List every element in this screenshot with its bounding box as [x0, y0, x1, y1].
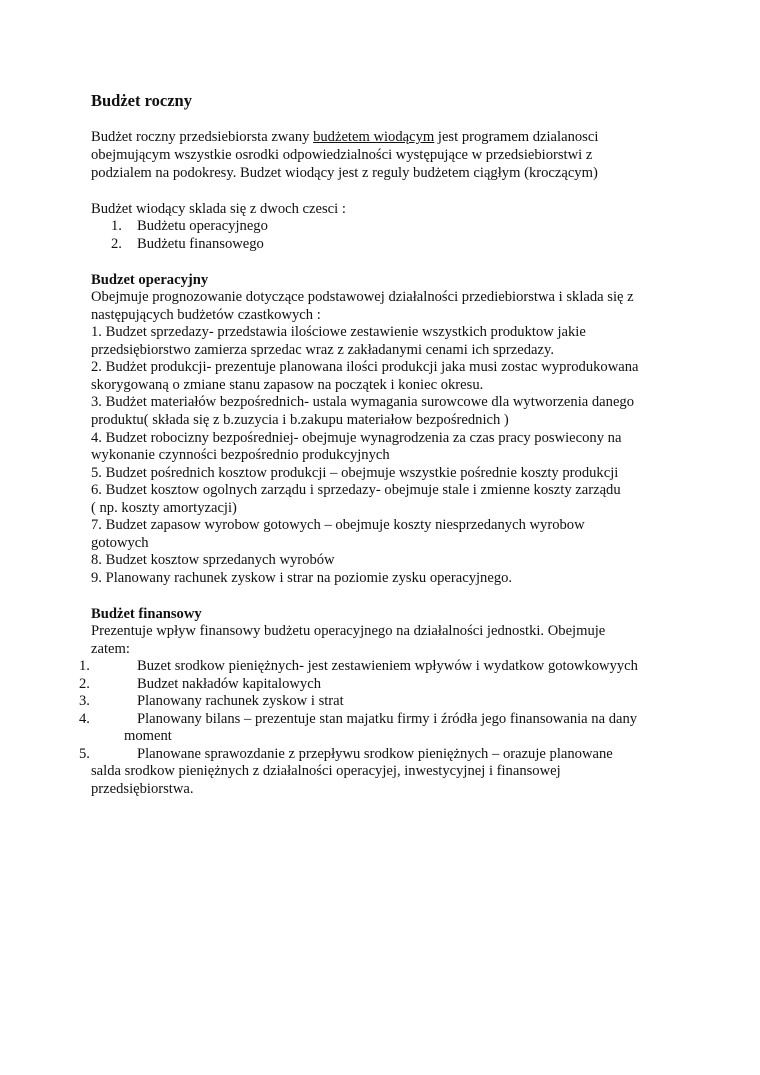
operational-line: następujących budżetów czastkowych :: [91, 307, 321, 323]
composition-item-2: Budżetu finansowego: [137, 236, 264, 252]
financial-num-1: 1.: [79, 658, 90, 674]
operational-line: 6. Budzet kosztow ogolnych zarządu i sprzedazy- obejmuje stale i zmienne koszty zarządu: [91, 482, 621, 498]
intro-line-3: podzialem na podokresy. Budzet wiodący jest z reguly budżetem ciągłym (kroczącym): [91, 165, 598, 181]
intro-line-1-start: Budżet roczny przedsiebiorsta zwany: [91, 129, 314, 145]
operational-line: Obejmuje prognozowanie dotyczące podstawowej działalności przediebiorstwa i sklada się z: [91, 289, 634, 305]
financial-num-2: 2.: [79, 676, 90, 692]
intro-line-1: [91, 129, 598, 147]
financial-item-1: Buzet srodkow pieniężnych- jest zestawieniem wpływów i wydatkow gotowkowyych: [137, 658, 638, 674]
operational-line: skorygowaną o zmiane stanu zapasow na początek i koniec okresu.: [91, 377, 484, 393]
financial-item-2: Budzet nakładów kapitalowych: [137, 676, 321, 692]
document-title: Budżet roczny: [91, 91, 192, 110]
operational-line: 1. Budzet sprzedazy- przedstawia ilościowe zestawienie wszystkich produktow jakie: [91, 324, 586, 340]
operational-line: 2. Budżet produkcji- prezentuje planowana ilości produkcji jaka musi zostac wyprodukowana: [91, 359, 639, 375]
financial-item-5: Planowane sprawozdanie z przepływu srodkow pieniężnych – orazuje planowane: [137, 746, 613, 762]
financial-num-4: 4.: [79, 711, 90, 727]
operational-line: 3. Budżet materiałów bezpośrednich- ustala wymagania surowcowe dla wytworzenia danego: [91, 394, 635, 410]
operational-line: gotowych: [91, 535, 149, 551]
operational-line: 5. Budzet pośrednich kosztow produkcji – obejmuje wszystkie pośrednie koszty produkcji: [91, 465, 619, 481]
financial-heading: Budżet finansowy: [91, 606, 202, 622]
financial-item-3: Planowany rachunek zyskow i strat: [137, 693, 344, 709]
financial-intro-2: zatem:: [91, 641, 130, 657]
operational-heading: Budzet operacyjny: [91, 272, 209, 288]
intro-line-2: obejmującym wszystkie osrodki odpowiedzialności występujące w przedsiebiorstwi z: [91, 147, 593, 163]
operational-line: produktu( składa się z b.zuzycia i b.zakupu materiałow bezpośrednich ): [91, 412, 509, 428]
operational-line: ( np. koszty amortyzacji): [91, 500, 237, 516]
financial-num-5: 5.: [79, 746, 90, 762]
operational-line: 8. Budzet kosztow sprzedanych wyrobów: [91, 552, 335, 568]
financial-intro-1: Prezentuje wpływ finansowy budżetu operacyjnego na działalności jednostki. Obejmuje: [91, 623, 606, 639]
financial-item-5-cont-1: salda srodkow pieniężnych z działalności operacyjej, inwestycyjnej i finansowej: [91, 763, 561, 779]
composition-item-1: Budżetu operacyjnego: [137, 218, 268, 234]
intro-line-1-end: jest programem dzialanosci: [434, 129, 599, 145]
composition-lead: Budżet wiodący sklada się z dwoch czesci :: [91, 201, 346, 217]
financial-item-5-cont-2: przedsiębiorstwa.: [91, 781, 194, 797]
operational-line: 9. Planowany rachunek zyskow i strar na poziomie zysku operacyjnego.: [91, 570, 513, 586]
operational-line: 7. Budzet zapasow wyrobow gotowych – obejmuje koszty niesprzedanych wyrobow: [91, 517, 585, 533]
financial-item-4: Planowany bilans – prezentuje stan majatku firmy i źródła jego finansowania na dany: [137, 711, 638, 727]
financial-item-4-cont: moment: [124, 728, 172, 744]
operational-line: wykonanie czynności bezpośrednio produkcyjnych: [91, 447, 390, 463]
operational-line: 4. Budzet robocizny bezpośredniej- obejmuje wynagrodzenia za czas pracy poswiecony na: [91, 430, 622, 446]
composition-num-2: 2.: [111, 236, 122, 252]
composition-num-1: 1.: [111, 218, 122, 234]
financial-num-3: 3.: [79, 693, 90, 709]
key-term-wiodacy: budżetem wiodącym: [313, 129, 435, 145]
operational-line: przedsiębiorstwo zamierza sprzedac wraz z zakładanymi cenami ich sprzedazy.: [91, 342, 554, 358]
